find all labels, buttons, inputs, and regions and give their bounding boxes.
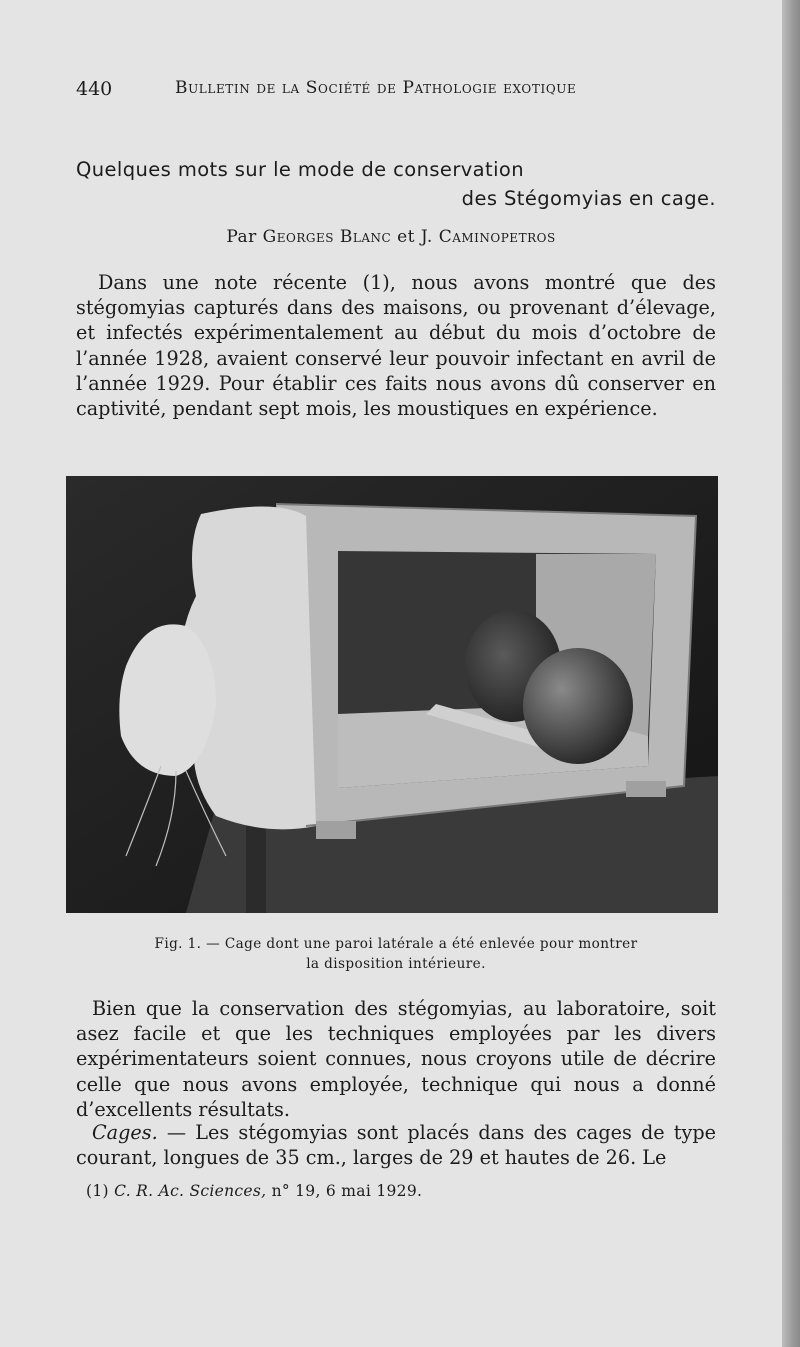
figure-photo-cage bbox=[66, 476, 718, 913]
footnote-marker: (1) bbox=[86, 1182, 109, 1200]
paragraph-cages bbox=[76, 1120, 716, 1170]
section-lead-cages: Cages. bbox=[92, 1121, 158, 1144]
author-1: Georges Blanc bbox=[262, 227, 392, 247]
running-head bbox=[76, 78, 716, 102]
caption-line-2: la disposition intérieure. bbox=[306, 956, 486, 972]
byline-and: et bbox=[397, 227, 415, 247]
cage-photograph bbox=[66, 476, 718, 913]
author-2: J. Caminopetros bbox=[420, 227, 556, 247]
byline bbox=[0, 227, 782, 247]
journal-title: Bulletin de la Société de Pathologie exotique bbox=[175, 78, 577, 98]
paragraph-method: Bien que la conservation des stégomyias, au laboratoire, soit asez facile et que les techniques employées par les divers expérimentateurs soient connues, nous croyons utile de décrire celle que nous avons employée, technique qui nous a donné d’excellents résultats. bbox=[76, 997, 716, 1121]
page-number: 440 bbox=[76, 78, 113, 100]
footnote bbox=[86, 1182, 422, 1200]
paragraph-cages-text: — Les stégomyias sont placés dans des cages de type courant, longues de 35 cm., larges de 29 et hautes de 26. Le bbox=[76, 1121, 716, 1170]
caption-line-1: Fig. 1. — Cage dont une paroi latérale a été enlevée pour montrer bbox=[154, 936, 638, 952]
page-edge-shadow bbox=[782, 0, 800, 1347]
paragraph-intro: Dans une note récente (1), nous avons montré que des stégomyias capturés dans des maisons, ou provenant d’élevage, et infectés expérimentalement au début du mois d’octobre de l’année 1928, avaient conservé leur pouvoir infectant en avril de l’année 1929. Pour établir ces faits nous avons dû conserver en captivité, pendant sept mois, les moustiques en expérience. bbox=[76, 271, 716, 421]
footnote-source: C. R. Ac. Sciences, bbox=[114, 1182, 267, 1200]
article-title-line-1: Quelques mots sur le mode de conservation bbox=[76, 158, 524, 181]
article-title-line-2: des Stégomyias en cage. bbox=[461, 187, 716, 210]
footnote-detail: n° 19, 6 mai 1929. bbox=[266, 1182, 423, 1200]
byline-prefix: Par bbox=[226, 227, 257, 247]
figure-caption bbox=[76, 934, 716, 974]
